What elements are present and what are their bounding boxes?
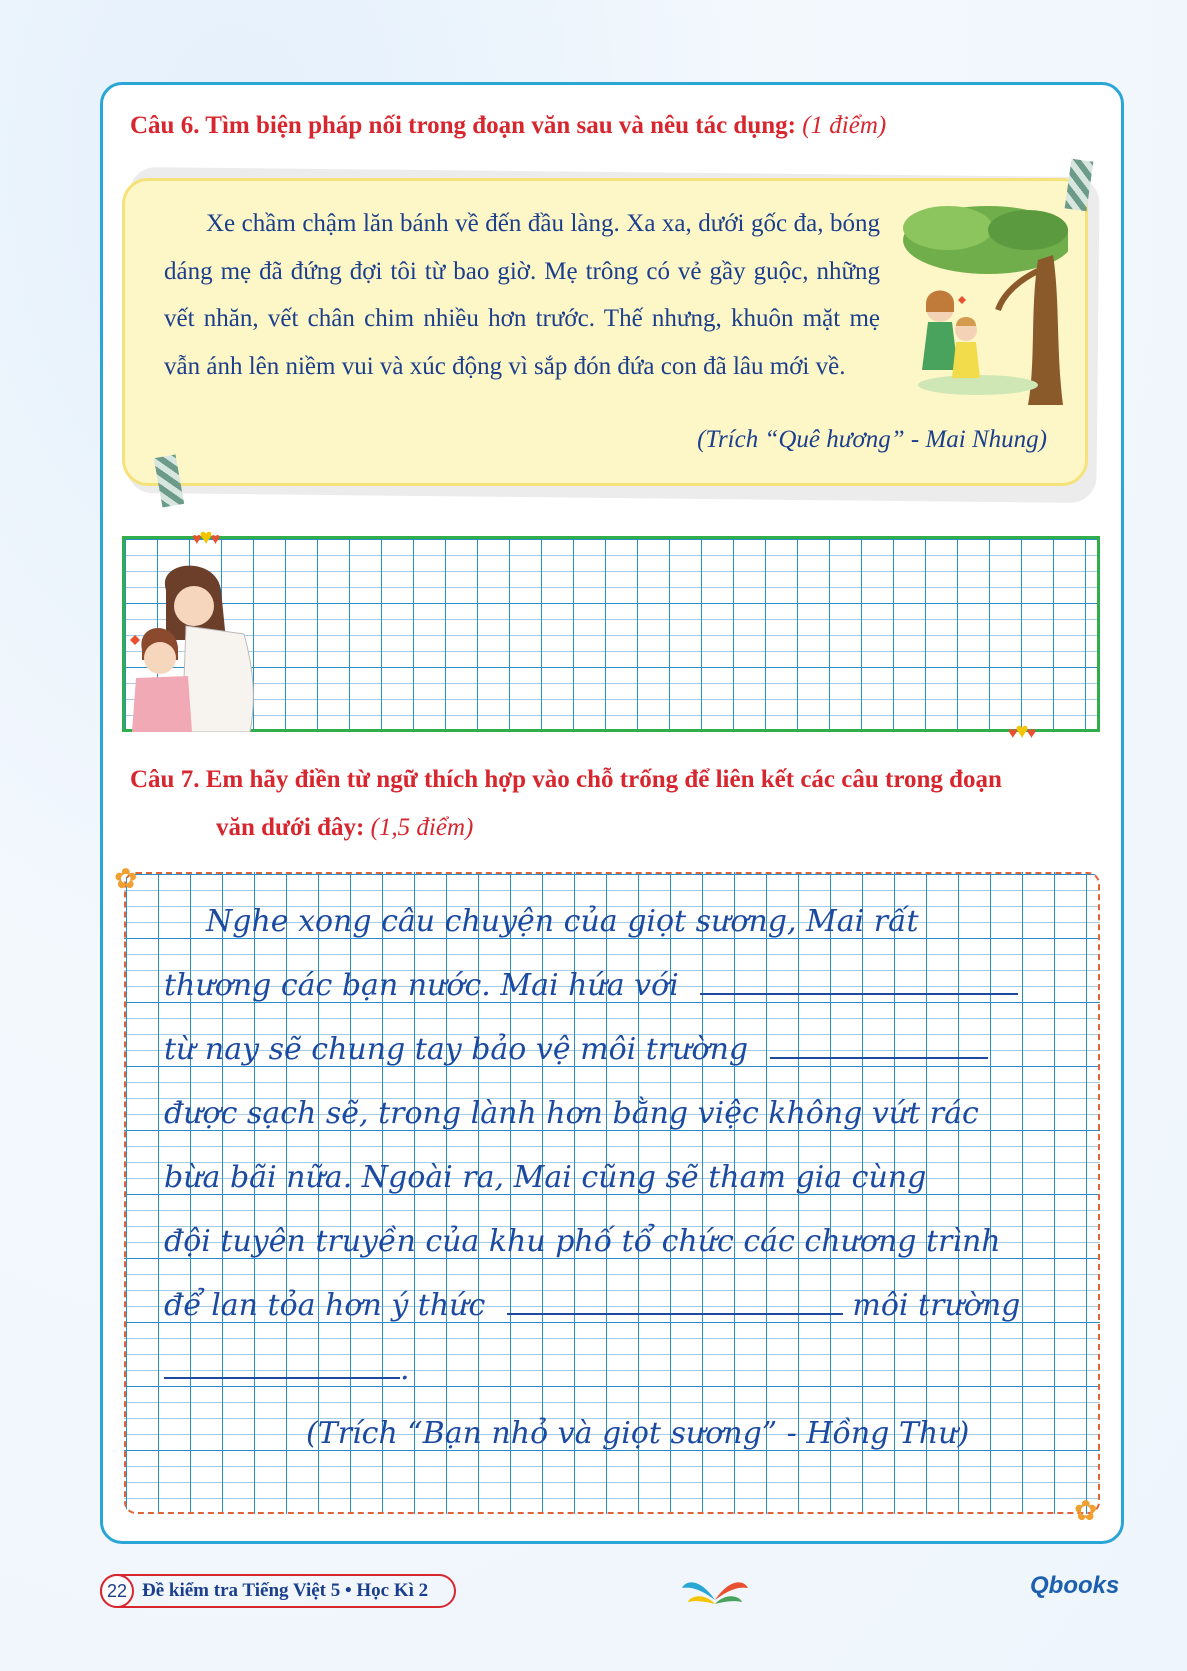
q7-points: (1,5 điểm) [370, 814, 474, 841]
footer-title: Đề kiểm tra Tiếng Việt 5 • Học Kì 2 [142, 1580, 429, 1601]
q7-title-line2 [216, 804, 473, 852]
q6-points: (1 điểm) [802, 112, 887, 139]
q7-line-3: từ nay sẽ chung tay bảo vệ môi trường [164, 1032, 749, 1067]
q6-passage: Xe chầm chậm lăn bánh về đến đầu làng. Xa xa, dưới gốc đa, bóng dáng mẹ đã đứng đợi tôi từ bao giờ. Mẹ trông có vẻ gầy guộc, những vết nhăn, vết chân chim nhiều hơn trước. Thế nhưng, khuôn mặt mẹ vẫn ánh lên niềm vui và xúc động vì sắp đón đứa con đã lâu mới về. [164, 210, 880, 380]
blank-1[interactable] [700, 993, 1018, 995]
brand-logo: Qbooks [1030, 1572, 1120, 1599]
q7-line-7b: môi trường [852, 1288, 1021, 1323]
q6-label: Câu 6. [130, 112, 200, 139]
q6-question: Tìm biện pháp nối trong đoạn văn sau và nêu tác dụng: [205, 112, 796, 139]
q7-title-line1 [130, 756, 1002, 804]
q7-source: (Trích “Bạn nhỏ và giọt sương” - Hồng Thư) [306, 1416, 970, 1451]
flower-icon: ✿ [1074, 1496, 1098, 1527]
heart-icon: ♥♥♥ [1008, 718, 1035, 743]
q7-question-1: Em hãy điền từ ngữ thích hợp vào chỗ trống để liên kết các câu trong đoạn [205, 766, 1002, 793]
heart-icon: ♥♥♥ [192, 524, 219, 549]
q6-source: (Trích “Quê hương” - Mai Nhung) [697, 426, 1047, 453]
q7-line-2-row [164, 968, 1018, 1003]
q7-line-7: để lan tỏa hơn ý thức [164, 1288, 486, 1323]
q6-title [130, 102, 886, 150]
q7-line-2: thương các bạn nước. Mai hứa với [164, 968, 679, 1003]
q7-line-3-row [164, 1032, 988, 1067]
blank-2[interactable] [770, 1057, 988, 1059]
q7-line-1: Nghe xong câu chuyện của giọt sương, Mai rất [206, 904, 919, 939]
q7-line-4: được sạch sẽ, trong lành hơn bằng việc không vứt rác [164, 1096, 979, 1131]
mother-daughter-tree-illustration [888, 200, 1068, 410]
q7-line-5: bừa bãi nữa. Ngoài ra, Mai cũng sẽ tham gia cùng [164, 1160, 927, 1195]
flower-icon: ✿ [114, 864, 138, 895]
logo-icon [680, 1570, 750, 1616]
q7-line-8-row [164, 1352, 410, 1387]
q7-line-8-period: . [400, 1352, 410, 1387]
blank-3[interactable] [507, 1313, 843, 1315]
q7-question-2: văn dưới đây: [216, 814, 365, 841]
q7-line-6: đội tuyên truyền của khu phố tổ chức các chương trình [164, 1224, 1001, 1259]
page-number: 22 [100, 1574, 134, 1608]
blank-4[interactable] [164, 1377, 400, 1379]
answer-grid-q6[interactable] [122, 536, 1100, 732]
q7-label: Câu 7. [130, 766, 200, 793]
mother-hug-illustration [126, 560, 266, 732]
q7-line-7-row [164, 1288, 1020, 1323]
